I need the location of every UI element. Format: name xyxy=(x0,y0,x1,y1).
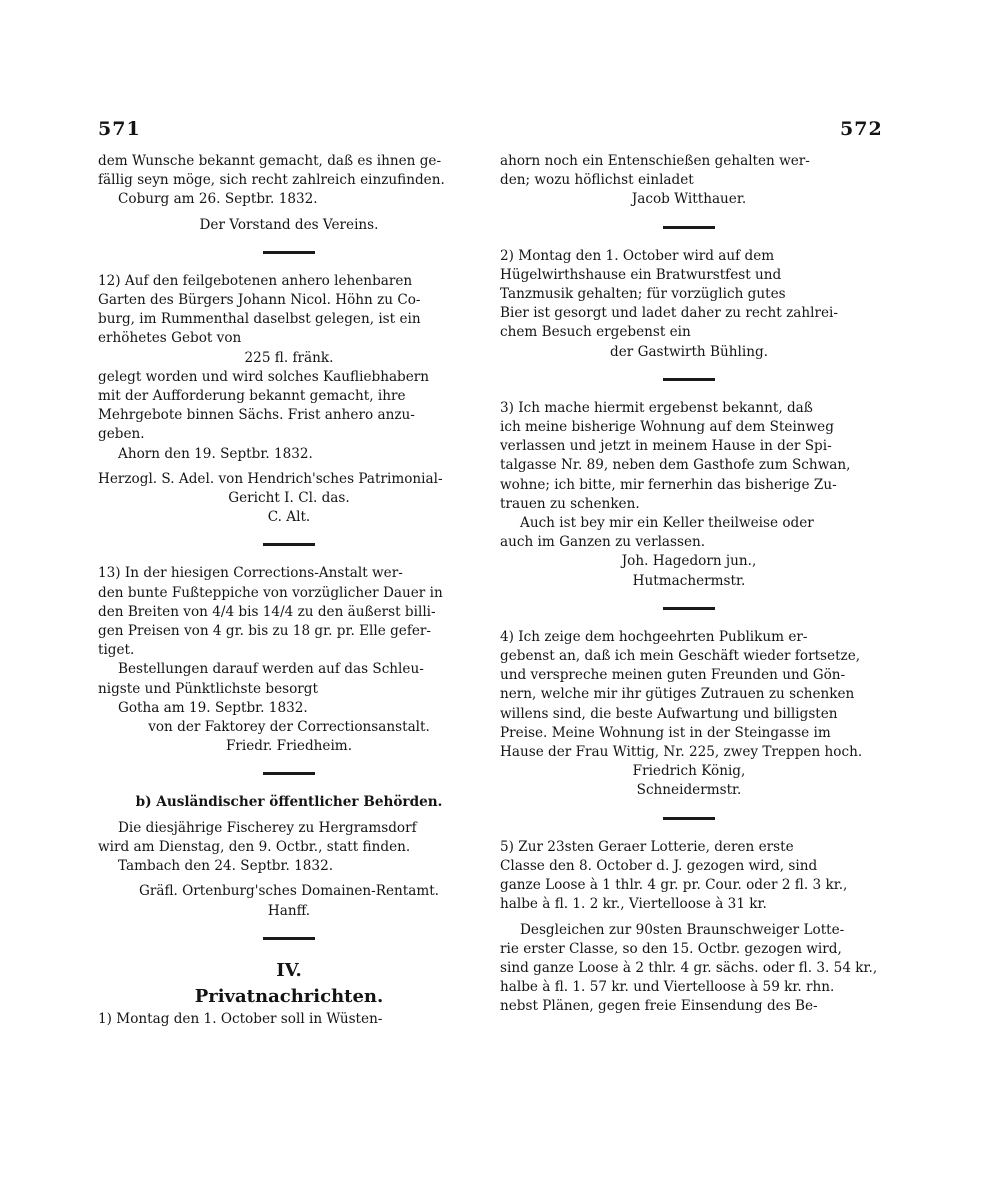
text-line: dem Wunsche bekannt gemacht, daß es ihnen ge- xyxy=(98,153,442,169)
text-line: ahorn noch ein Entenschießen gehalten wer- xyxy=(500,153,810,169)
text-line: wird am Dienstag, den 9. Octbr., statt finden. xyxy=(98,838,411,855)
text-line: Bier ist gesorgt und ladet daher zu recht zahlrei- xyxy=(500,305,838,322)
text-line: halbe à fl. 1. 2 kr., Viertelloose à 31 kr. xyxy=(500,896,767,913)
text-line: nigste und Pünktlichste besorgt xyxy=(98,680,318,697)
signature: Herzogl. S. Adel. von Hendrich'sches Patrimonial- xyxy=(98,470,443,487)
notice-3 xyxy=(500,399,878,591)
notice-2 xyxy=(500,247,878,362)
signature: Hutmachermstr. xyxy=(632,572,746,589)
text-line: Bestellungen darauf werden auf das Schleu- xyxy=(118,661,424,678)
text-line: geben. xyxy=(98,426,145,443)
text-line: sind ganze Loose à 2 thlr. 4 gr. sächs. oder fl. 3. 54 kr., xyxy=(500,959,878,976)
signature: Hanff. xyxy=(267,902,311,919)
signature: Der Vorstand des Vereins. xyxy=(199,216,379,233)
notice-1-continued xyxy=(500,152,878,210)
text-line: Garten des Bürgers Johann Nicol. Höhn zu Co- xyxy=(98,292,421,309)
text-line: 1) Montag den 1. October soll in Wüsten- xyxy=(98,1010,383,1027)
text-line: fällig seyn möge, sich recht zahlreich einzufinden. xyxy=(98,172,445,189)
text-line: gen Preisen von 4 gr. bis zu 18 gr. pr. Elle gefer- xyxy=(98,623,432,640)
notice-intro xyxy=(98,152,480,235)
divider-rule xyxy=(263,937,315,940)
signature: von der Faktorey der Correctionsanstalt. xyxy=(148,719,430,736)
signature: der Gastwirth Bühling. xyxy=(610,343,768,360)
text-line: gelegt worden und wird solches Kaufliebhabern xyxy=(98,368,430,385)
signature: Gräfl. Ortenburg'sches Domainen-Rentamt. xyxy=(138,883,439,900)
notice-13 xyxy=(98,564,480,756)
divider-rule xyxy=(663,226,715,229)
text-line: Preise. Meine Wohnung ist in der Steingasse im xyxy=(500,724,831,741)
section-numeral: IV. xyxy=(276,959,302,981)
text-line: 2) Montag den 1. October wird auf dem xyxy=(500,247,775,264)
text-line: den Breiten von 4/4 bis 14/4 zu den äußerst billi- xyxy=(98,603,436,620)
text-line: Hause der Frau Wittig, Nr. 225, zwey Treppen hoch. xyxy=(500,744,863,761)
text-line: Die diesjährige Fischerey zu Hergramsdorf xyxy=(118,819,417,836)
text-line: talgasse Nr. 89, neben dem Gasthofe zum Schwan, xyxy=(500,457,851,474)
section-title: Privatnachrichten. xyxy=(194,985,384,1007)
text-line: ganze Loose à 1 thlr. 4 gr. pr. Cour. oder 2 fl. 3 kr., xyxy=(500,877,848,894)
page-number-right: 572 xyxy=(840,118,883,140)
text-line: Classe den 8. October d. J. gezogen wird, sind xyxy=(500,857,818,874)
signature: Friedr. Friedheim. xyxy=(225,738,353,755)
divider-rule xyxy=(663,817,715,820)
text-line: 3) Ich mache hiermit ergebenst bekannt, daß xyxy=(500,399,813,416)
divider-rule xyxy=(663,378,715,381)
signature: Friedrich König, xyxy=(632,763,746,780)
text-line: ich meine bisherige Wohnung auf dem Steinweg xyxy=(500,419,834,436)
divider-rule xyxy=(263,772,315,775)
section-b xyxy=(98,793,480,920)
notice-12 xyxy=(98,272,480,528)
text-line: und verspreche meinen guten Freunden und Gön- xyxy=(500,667,846,684)
text-line: tiget. xyxy=(98,642,135,659)
signature: Gericht I. Cl. das. xyxy=(228,490,350,507)
date-line: Coburg am 26. Septbr. 1832. xyxy=(118,191,318,208)
notice-4 xyxy=(500,628,878,801)
left-column xyxy=(98,152,480,1029)
text-line: erhöhetes Gebot von xyxy=(98,330,242,347)
signature: Joh. Hagedorn jun., xyxy=(621,553,757,570)
date-line: Tambach den 24. Septbr. 1832. xyxy=(118,858,334,875)
text-line: auch im Ganzen zu verlassen. xyxy=(500,534,706,551)
right-column xyxy=(500,152,878,1017)
text-line: willens sind, die beste Aufwartung und billigsten xyxy=(500,705,838,722)
section-iv xyxy=(98,958,480,1029)
text-line: Tanzmusik gehalten; für vorzüglich gutes xyxy=(500,286,786,303)
signature: Jacob Witthauer. xyxy=(631,191,747,208)
text-line: den bunte Fußteppiche von vorzüglicher Dauer in xyxy=(98,584,443,601)
text-line: Desgleichen zur 90sten Braunschweiger Lotte- xyxy=(520,921,845,938)
text-line: trauen zu schenken. xyxy=(500,495,640,512)
text-line: Hügelwirthshause ein Bratwurstfest und xyxy=(500,266,782,283)
section-heading: b) Ausländischer öffentlicher Behörden. xyxy=(135,794,443,811)
divider-rule xyxy=(663,607,715,610)
text-line: wohne; ich bitte, mir fernerhin das bisherige Zu- xyxy=(500,476,837,493)
text-line: halbe à fl. 1. 57 kr. und Viertelloose à 59 kr. rhn. xyxy=(500,979,835,996)
text-line: burg, im Rummenthal daselbst gelegen, ist ein xyxy=(98,311,421,328)
text-line: 13) In der hiesigen Corrections-Anstalt wer- xyxy=(98,565,403,582)
text-line: nern, welche mir ihr gütiges Zutrauen zu schenken xyxy=(500,686,855,703)
amount-line: 225 fl. fränk. xyxy=(244,349,334,366)
text-line: rie erster Classe, so den 15. Octbr. gezogen wird, xyxy=(500,940,842,957)
signature: Schneidermstr. xyxy=(636,782,742,799)
divider-rule xyxy=(263,543,315,546)
text-line: verlassen und jetzt in meinem Hause in der Spi- xyxy=(500,438,832,455)
text-line: mit der Aufforderung bekannt gemacht, ihre xyxy=(98,388,406,405)
text-line: Auch ist bey mir ein Keller theilweise oder xyxy=(520,515,814,532)
text-line: den; wozu höflichst einladet xyxy=(500,172,694,189)
text-line: 5) Zur 23sten Geraer Lotterie, deren erste xyxy=(500,838,794,855)
text-line: chem Besuch ergebenst ein xyxy=(500,324,691,341)
text-line: Mehrgebote binnen Sächs. Frist anhero anzu- xyxy=(98,407,415,424)
page-number-left: 571 xyxy=(98,118,141,140)
notice-5 xyxy=(500,838,878,1017)
text-line: nebst Plänen, gegen freie Einsendung des Be- xyxy=(500,998,818,1015)
text-line: 4) Ich zeige dem hochgeehrten Publikum er- xyxy=(500,628,808,645)
divider-rule xyxy=(263,251,315,254)
text-line: gebenst an, daß ich mein Geschäft wieder fortsetze, xyxy=(500,648,861,665)
date-line: Ahorn den 19. Septbr. 1832. xyxy=(118,445,313,462)
text-line: 12) Auf den feilgebotenen anhero lehenbaren xyxy=(98,272,413,289)
date-line: Gotha am 19. Septbr. 1832. xyxy=(118,699,308,716)
signature: C. Alt. xyxy=(267,509,311,526)
